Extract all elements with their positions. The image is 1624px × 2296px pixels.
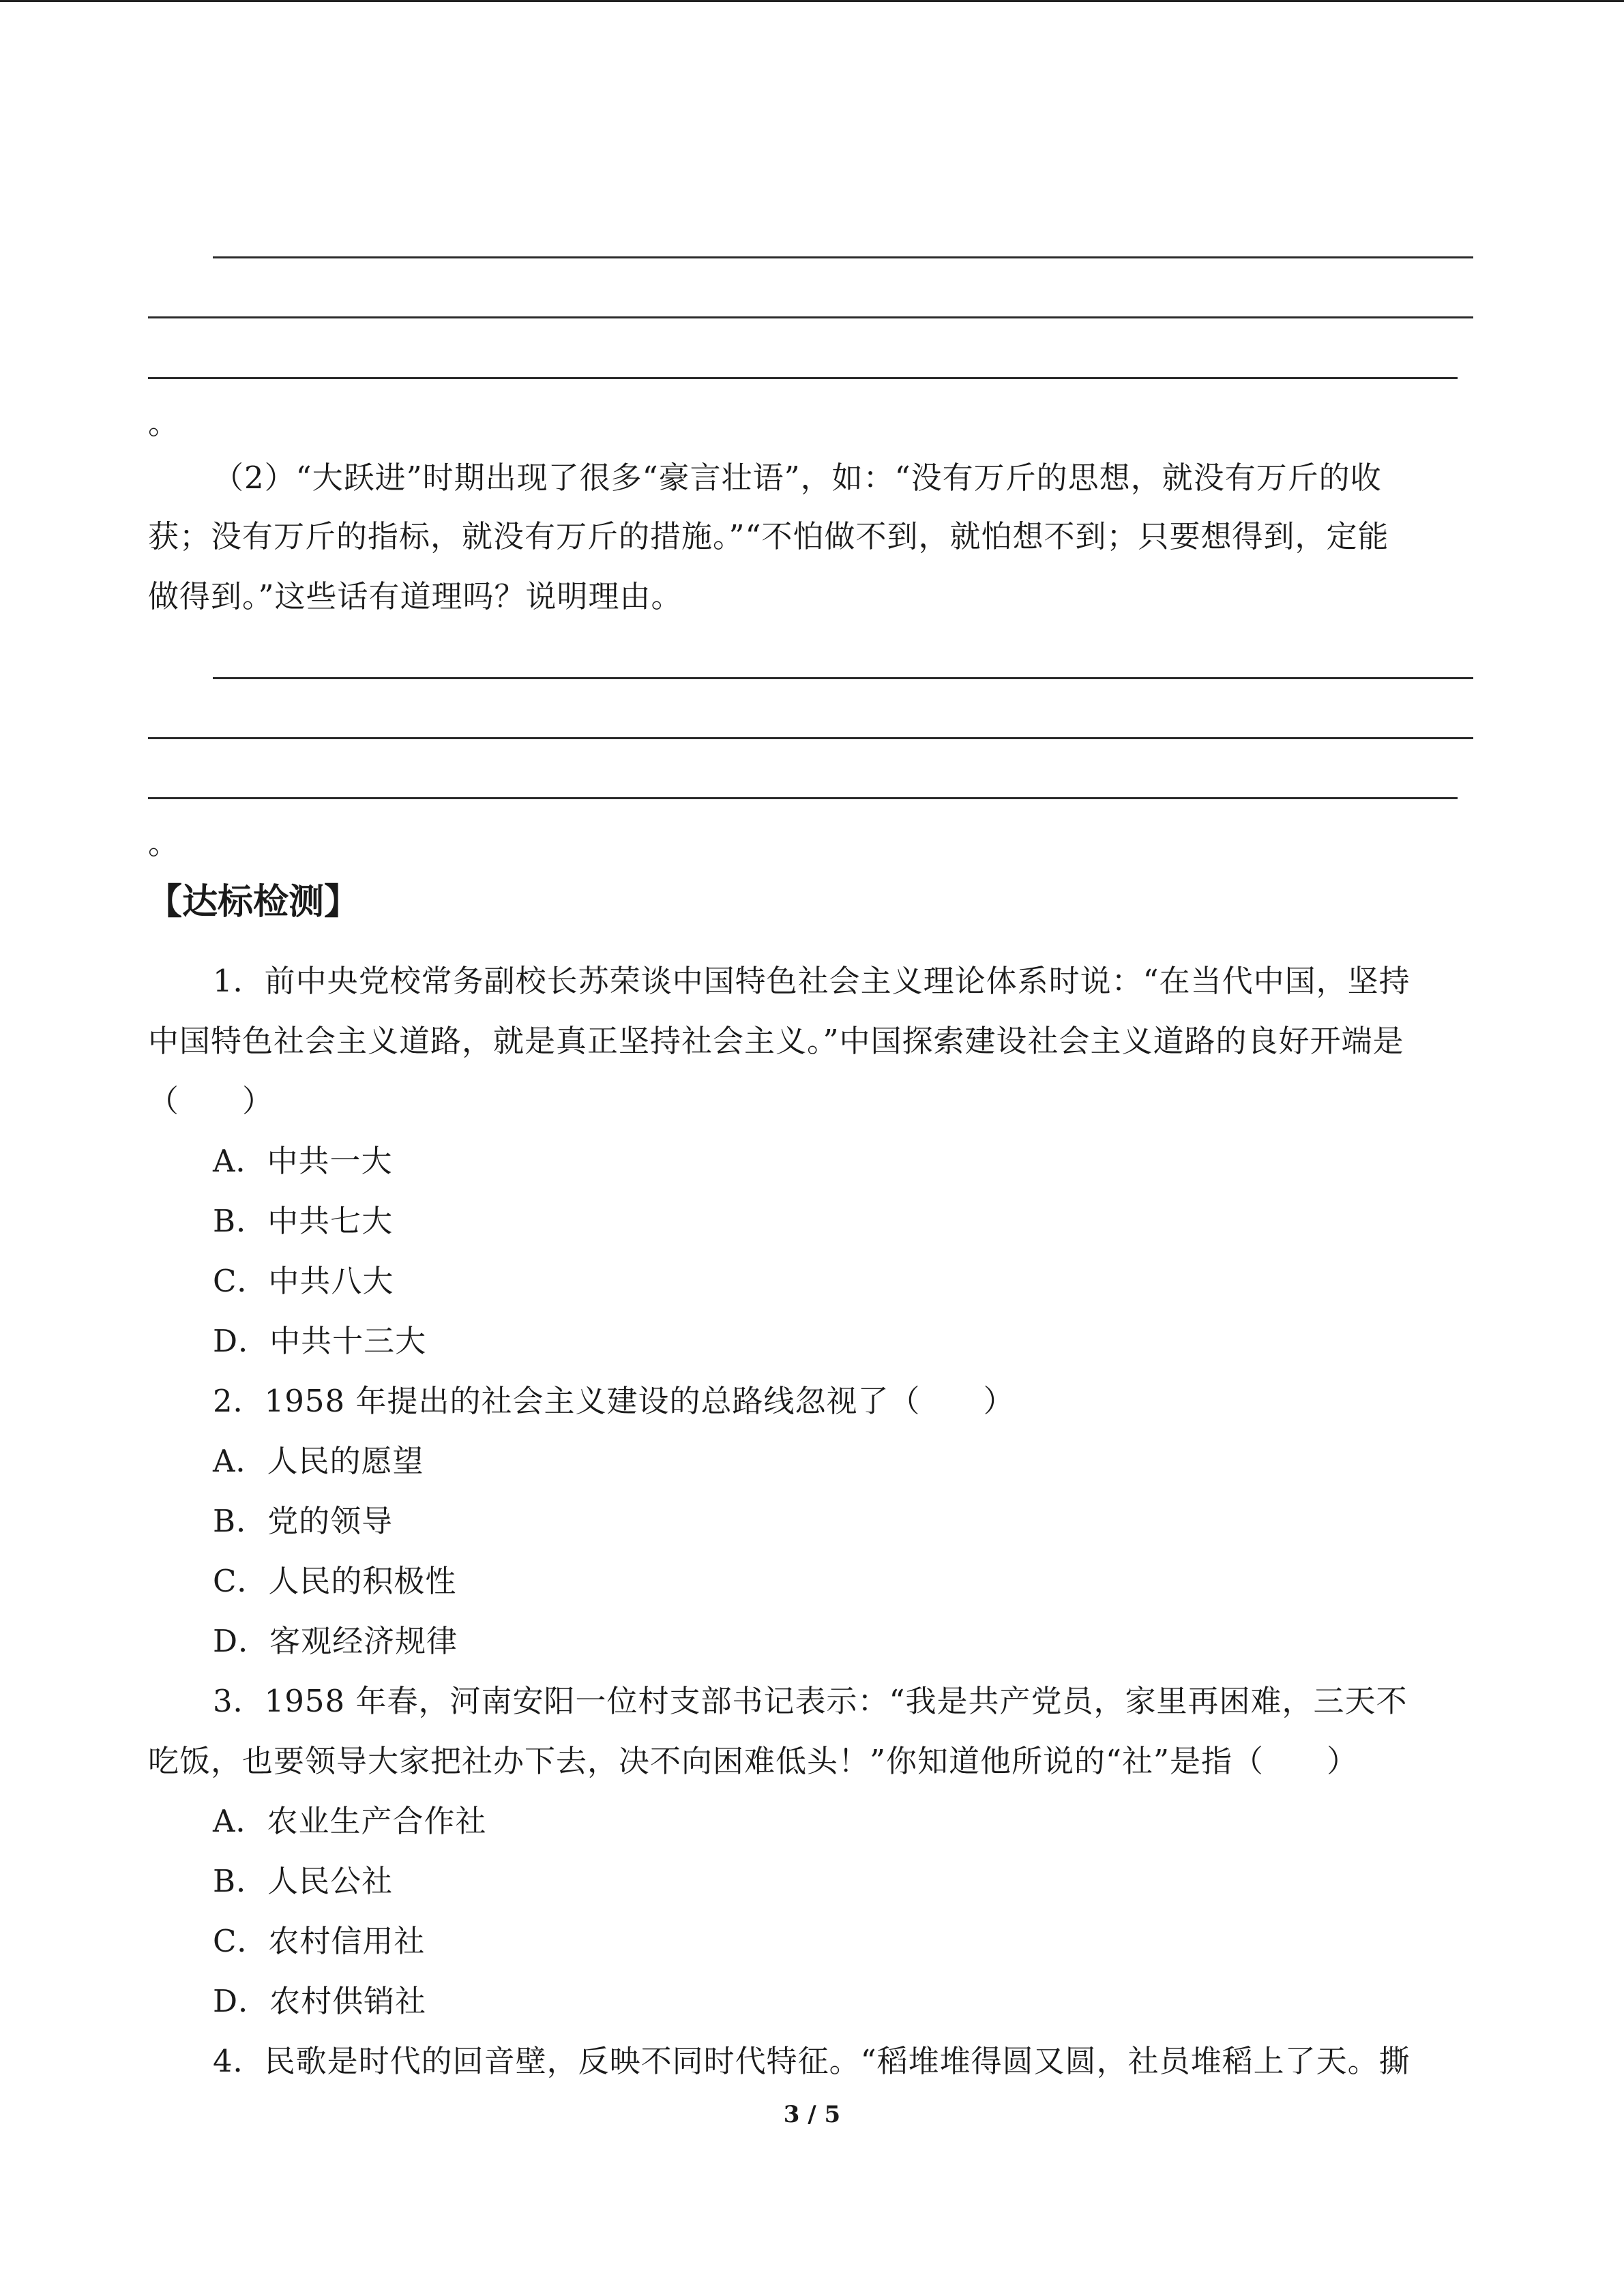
answer-line[interactable]: [148, 797, 1458, 799]
section-title: 【达标检测】: [147, 882, 360, 923]
answer-line[interactable]: [148, 737, 1473, 739]
question-2-line-2: 获；没有万斤的指标，就没有万斤的措施。”“不怕做不到，就怕想不到；只要想得到，定能: [148, 518, 1389, 554]
question-3-option-c[interactable]: C．农村信用社: [213, 1923, 426, 1959]
page-number: 3 / 5: [783, 2101, 841, 2128]
question-3-stem-line: 吃饭，也要领导大家把社办下去，决不向困难低头！”你知道他所说的“社”是指（ ）: [148, 1743, 1359, 1779]
question-2-stem-line: 2．1958 年提出的社会主义建设的总路线忽视了（ ）: [213, 1383, 1015, 1419]
question-2-line-1: （2）“大跃进”时期出现了很多“豪言壮语”，如：“没有万斤的思想，就没有万斤的收: [213, 460, 1382, 496]
question-2-option-d[interactable]: D．客观经济规律: [213, 1623, 458, 1659]
question-1-option-c[interactable]: C．中共八大: [213, 1263, 394, 1299]
question-1-option-d[interactable]: D．中共十三大: [213, 1323, 427, 1359]
answer-line[interactable]: [213, 677, 1473, 679]
question-3-stem-line: 3．1958 年春，河南安阳一位村支部书记表示：“我是共产党员，家里再困难，三天不: [213, 1683, 1408, 1719]
question-3-option-a[interactable]: A．农业生产合作社: [213, 1803, 487, 1839]
answer-line[interactable]: [148, 377, 1458, 379]
question-1-stem-line: 中国特色社会主义道路，就是真正坚持社会主义。”中国探索建设社会主义道路的良好开端是: [148, 1023, 1404, 1059]
question-3-option-d[interactable]: D．农村供销社: [213, 1983, 427, 2019]
question-1-stem-line: 1．前中央党校常务副校长苏荣谈中国特色社会主义理论体系时说：“在当代中国，坚持: [213, 963, 1411, 999]
answer-line[interactable]: [148, 316, 1473, 318]
question-2-line-3: 做得到。”这些话有道理吗？说明理由。: [148, 578, 683, 614]
question-3-option-b[interactable]: B．人民公社: [213, 1863, 394, 1899]
answer-end-mark: 。: [148, 825, 179, 861]
question-4-stem-line: 4．民歌是时代的回音壁，反映不同时代特征。“稻堆堆得圆又圆，社员堆稻上了天。撕: [213, 2043, 1411, 2079]
question-2-option-b[interactable]: B．党的领导: [213, 1503, 394, 1539]
answer-end-mark: 。: [148, 405, 179, 441]
question-2-option-a[interactable]: A．人民的愿望: [213, 1443, 424, 1479]
question-2-option-c[interactable]: C．人民的积极性: [213, 1563, 457, 1599]
question-1-option-b[interactable]: B．中共七大: [213, 1203, 394, 1239]
answer-line[interactable]: [213, 256, 1473, 258]
question-1-stem-line: （ ）: [148, 1083, 274, 1119]
question-1-option-a[interactable]: A．中共一大: [213, 1143, 393, 1179]
